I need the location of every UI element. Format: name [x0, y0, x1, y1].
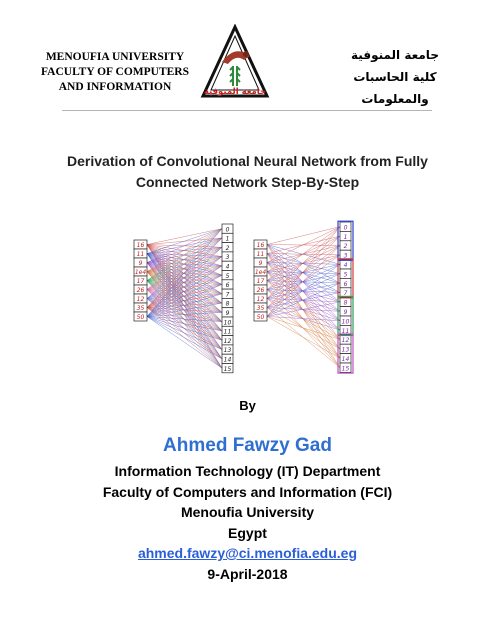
output-label: 13 [341, 346, 350, 354]
affiliation-line: Menoufia University [180, 504, 315, 520]
output-label: 6 [343, 280, 348, 288]
output-label: 12 [341, 337, 350, 345]
connection-line [147, 317, 222, 350]
input-a-label: 35 [136, 305, 145, 312]
connection-line [267, 227, 340, 317]
affiliation-line: Egypt [228, 524, 267, 541]
output-label: 10 [341, 318, 350, 326]
middle-label: 15 [223, 365, 232, 373]
middle-label: 6 [225, 282, 230, 290]
middle-label: 13 [223, 347, 232, 355]
middle-label: 7 [225, 291, 230, 299]
output-label: 8 [343, 299, 348, 307]
middle-label: 14 [223, 356, 232, 364]
input-a-label: 9 [138, 260, 143, 267]
author-affiliation [0, 461, 495, 584]
document-title [30, 151, 465, 193]
header-divider [62, 110, 432, 111]
connection-lines [147, 227, 340, 368]
university-name-arabic [335, 44, 455, 110]
input-b-label: 1e4 [254, 269, 267, 276]
output-label: 1 [343, 233, 348, 241]
input-a-label: 16 [136, 242, 145, 249]
author-name: Ahmed Fawzy Gad [163, 435, 332, 456]
university-logo [200, 24, 270, 104]
output-label: 5 [343, 271, 348, 279]
header-left-line: MENOUFIA UNIVERSITY [45, 51, 185, 63]
middle-label: 8 [225, 300, 230, 308]
affiliation-line: Information Technology (IT) Department [114, 463, 381, 479]
output-label: 11 [341, 327, 350, 335]
middle-label: 11 [223, 328, 232, 336]
input-a-label: 17 [136, 278, 145, 285]
output-label: 2 [343, 243, 348, 251]
input-a-label: 50 [136, 314, 145, 321]
middle-label: 12 [223, 337, 232, 345]
input-b-label: 35 [256, 305, 265, 312]
document-date: 9-April-2018 [207, 565, 288, 582]
output-label: 14 [341, 356, 350, 363]
connection-line [267, 227, 340, 245]
logo-caption: جامعة المنوفية [203, 87, 267, 97]
university-name-english [30, 50, 200, 95]
header-right-line: جامعة المنوفية [351, 48, 439, 62]
connection-line [147, 229, 222, 272]
input-a-label: 11 [136, 251, 145, 258]
middle-label: 2 [225, 244, 230, 252]
output-label: 4 [343, 262, 348, 269]
network-diagram-figure [128, 218, 370, 378]
header-left-line: AND INFORMATION [58, 81, 172, 93]
output-label: 15 [341, 365, 350, 373]
title-line: Derivation of Convolutional Neural Network from Fully [67, 153, 428, 169]
input-a-label: 12 [136, 296, 145, 303]
middle-label: 1 [225, 235, 230, 243]
affiliation-line: Faculty of Computers and Information (FCI) [102, 483, 393, 500]
input-b-label: 12 [256, 296, 265, 303]
middle-label: 5 [225, 272, 230, 280]
input-a-label: 1e4 [134, 269, 147, 276]
output-label: 0 [343, 224, 348, 232]
output-label: 9 [343, 309, 348, 316]
middle-label: 10 [223, 319, 232, 327]
author-email-link[interactable]: ahmed.fawzy@ci.menofia.edu.eg [137, 545, 358, 561]
middle-label: 3 [225, 254, 230, 262]
input-b-label: 17 [256, 278, 265, 285]
header-left-line: FACULTY OF COMPUTERS [40, 66, 190, 78]
header-right-line: كلية الحاسبات والمعلومات [353, 70, 437, 106]
input-a-label: 26 [136, 287, 145, 294]
middle-label: 0 [225, 226, 230, 234]
output-label: 7 [343, 290, 348, 298]
input-b-label: 11 [256, 251, 265, 258]
input-b-label: 16 [256, 242, 265, 249]
by-label: By [239, 398, 256, 413]
middle-label: 4 [225, 263, 230, 271]
middle-label: 9 [225, 310, 230, 317]
input-b-label: 9 [258, 260, 263, 267]
input-b-label: 26 [256, 287, 265, 294]
title-line: Connected Network Step-By-Step [135, 174, 360, 190]
output-label: 3 [343, 252, 348, 260]
input-b-label: 50 [256, 314, 265, 321]
